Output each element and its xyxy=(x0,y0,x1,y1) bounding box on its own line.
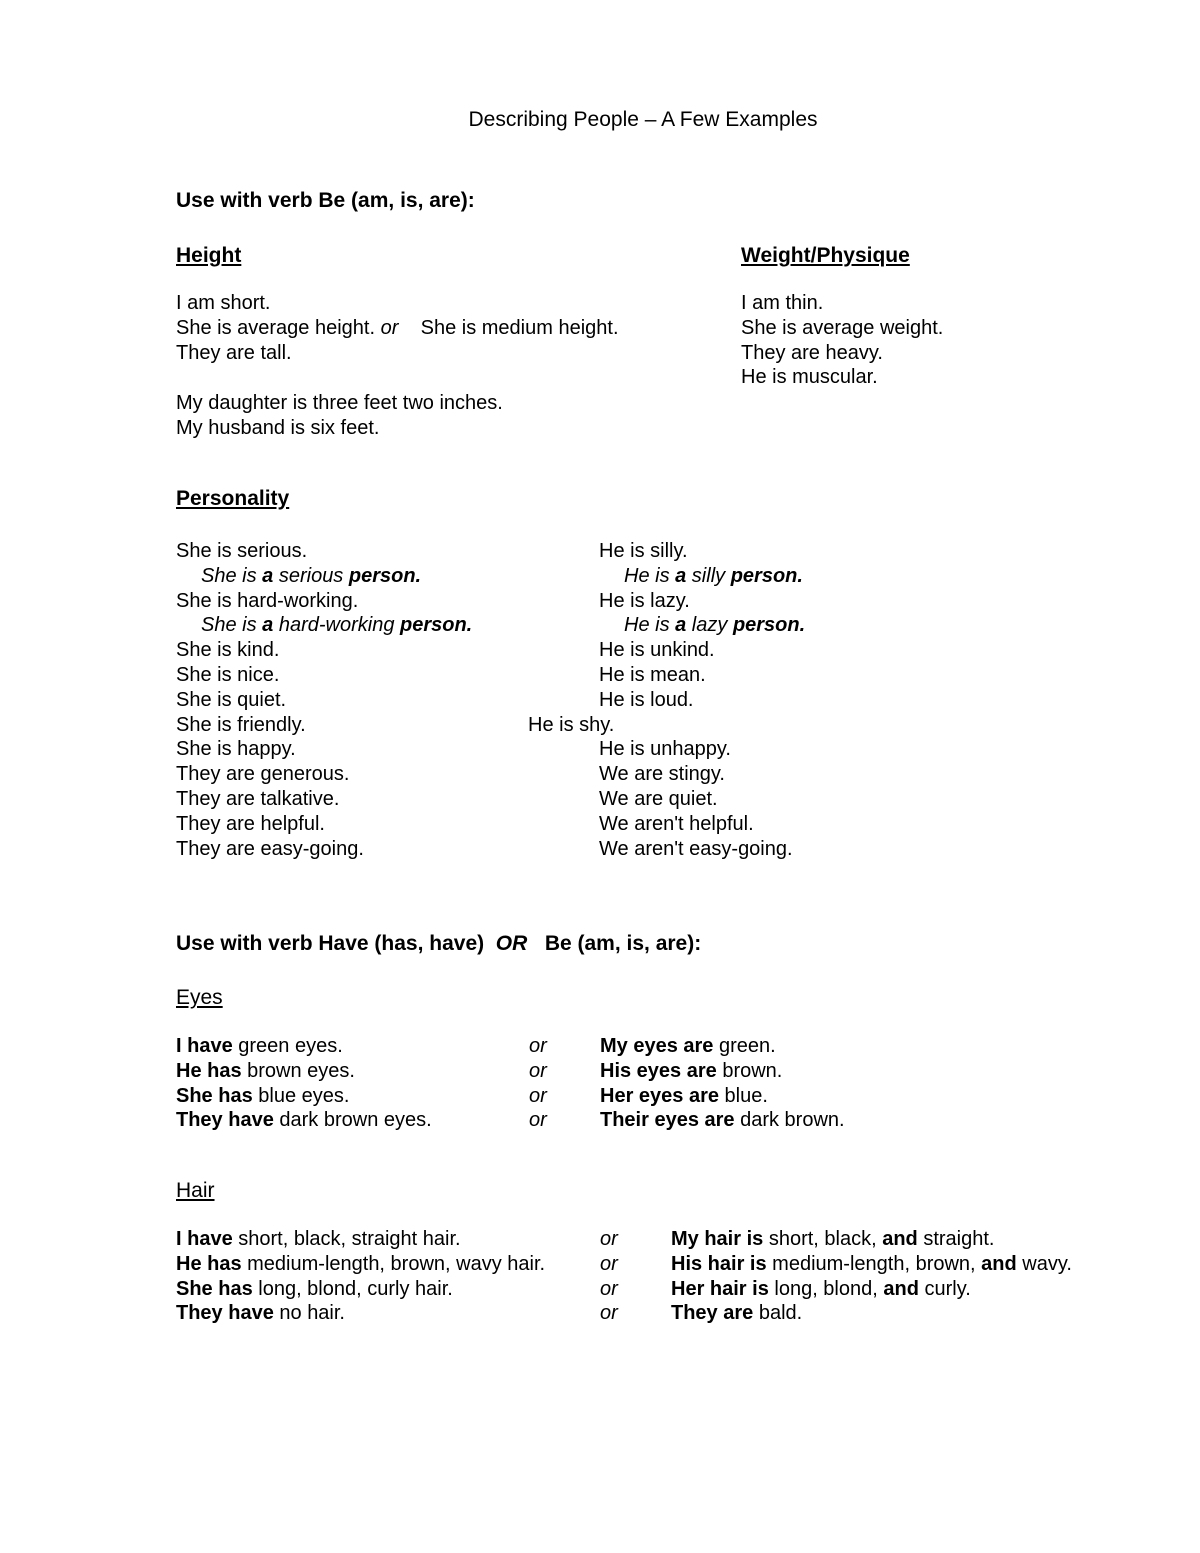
weight-lines xyxy=(741,291,943,390)
eyes-row: My eyes are green. xyxy=(600,1035,776,1057)
personality-line: She is a serious person. xyxy=(201,564,422,587)
eyes-row: She has blue eyes. xyxy=(176,1084,350,1107)
personality-line: They are generous. xyxy=(176,763,350,786)
personality-line: We aren't helpful. xyxy=(599,812,754,835)
height-heading: Height xyxy=(176,244,242,267)
eyes-row: They have dark brown eyes. xyxy=(176,1109,432,1132)
personality-line: He is mean. xyxy=(599,663,706,686)
hair-col-or xyxy=(600,1227,618,1326)
weight-line: She is average weight. xyxy=(741,316,944,339)
weight-heading: Weight/Physique xyxy=(741,244,910,267)
personality-line: She is nice. xyxy=(176,663,280,686)
height-lines xyxy=(176,291,619,365)
personality-line: He is unkind. xyxy=(599,639,715,662)
page-title: Describing People – A Few Examples xyxy=(468,108,818,131)
personality-line: They are helpful. xyxy=(176,812,325,835)
eyes-row: Her eyes are blue. xyxy=(600,1084,768,1107)
personality-line: He is loud. xyxy=(599,688,694,711)
height-extra-lines xyxy=(176,391,503,441)
personality-right xyxy=(528,539,806,861)
personality-line: She is serious. xyxy=(176,540,308,562)
or-word: or xyxy=(380,316,399,339)
section-heading-be: Use with verb Be (am, is, are): xyxy=(176,189,475,212)
height-line: I am short. xyxy=(176,292,271,314)
eyes-row: I have green eyes. xyxy=(176,1035,343,1057)
weight-line: I am thin. xyxy=(741,292,824,314)
personality-line: We are stingy. xyxy=(599,763,725,786)
eyes-col-have xyxy=(176,1034,432,1133)
hair-row: They are bald. xyxy=(671,1302,803,1325)
section-heading-have: Use with verb Have (has, have) OR Be (am, is, are): xyxy=(176,932,702,955)
or-word: or xyxy=(529,1109,547,1132)
personality-line: She is hard-working. xyxy=(176,589,359,612)
personality-line: She is quiet. xyxy=(176,688,287,711)
personality-left xyxy=(176,539,472,861)
eyes-row: Their eyes are dark brown. xyxy=(600,1109,845,1132)
personality-line: They are easy-going. xyxy=(176,837,364,860)
or-word: or xyxy=(529,1059,547,1082)
personality-line: We aren't easy-going. xyxy=(599,837,793,860)
eyes-heading: Eyes xyxy=(176,986,223,1009)
personality-line: We are quiet. xyxy=(599,787,718,810)
personality-line: He is lazy. xyxy=(599,589,690,612)
eyes-col-or xyxy=(529,1034,547,1133)
hair-row: She has long, blond, curly hair. xyxy=(176,1277,453,1300)
eyes-col-be xyxy=(600,1034,845,1133)
personality-line: He is a lazy person. xyxy=(624,614,806,637)
personality-line: He is unhappy. xyxy=(599,738,731,761)
personality-line: She is a hard-working person. xyxy=(201,614,473,637)
hair-col-be xyxy=(671,1227,1072,1326)
or-word: or xyxy=(600,1228,618,1250)
hair-row: My hair is short, black, and straight. xyxy=(671,1228,995,1250)
or-word: or xyxy=(600,1252,618,1275)
height-extra-line: My husband is six feet. xyxy=(176,416,380,439)
hair-row: His hair is medium-length, brown, and wavy. xyxy=(671,1252,1072,1275)
or-word: or xyxy=(600,1277,618,1300)
hair-heading: Hair xyxy=(176,1179,215,1202)
personality-line: He is silly. xyxy=(599,540,688,562)
or-word: or xyxy=(529,1084,547,1107)
personality-line: They are talkative. xyxy=(176,787,340,810)
weight-line: They are heavy. xyxy=(741,341,883,364)
or-word: or xyxy=(600,1302,618,1325)
hair-row: He has medium-length, brown, wavy hair. xyxy=(176,1252,546,1275)
height-line: She is average height. or She is medium height. xyxy=(176,316,619,339)
personality-line: She is happy. xyxy=(176,738,296,761)
personality-line: She is kind. xyxy=(176,639,280,662)
hair-row: I have short, black, straight hair. xyxy=(176,1228,461,1250)
height-line: They are tall. xyxy=(176,341,292,364)
personality-line: He is a silly person. xyxy=(624,564,803,587)
hair-row: Her hair is long, blond, and curly. xyxy=(671,1277,971,1300)
eyes-row: He has brown eyes. xyxy=(176,1059,355,1082)
height-extra-line: My daughter is three feet two inches. xyxy=(176,392,503,414)
personality-line: He is shy. xyxy=(528,713,615,736)
weight-line: He is muscular. xyxy=(741,366,878,389)
personality-line: She is friendly. xyxy=(176,713,306,736)
hair-col-have xyxy=(176,1227,545,1326)
or-word: or xyxy=(529,1035,547,1057)
eyes-row: His eyes are brown. xyxy=(600,1059,783,1082)
hair-row: They have no hair. xyxy=(176,1302,345,1325)
personality-heading: Personality xyxy=(176,487,290,510)
